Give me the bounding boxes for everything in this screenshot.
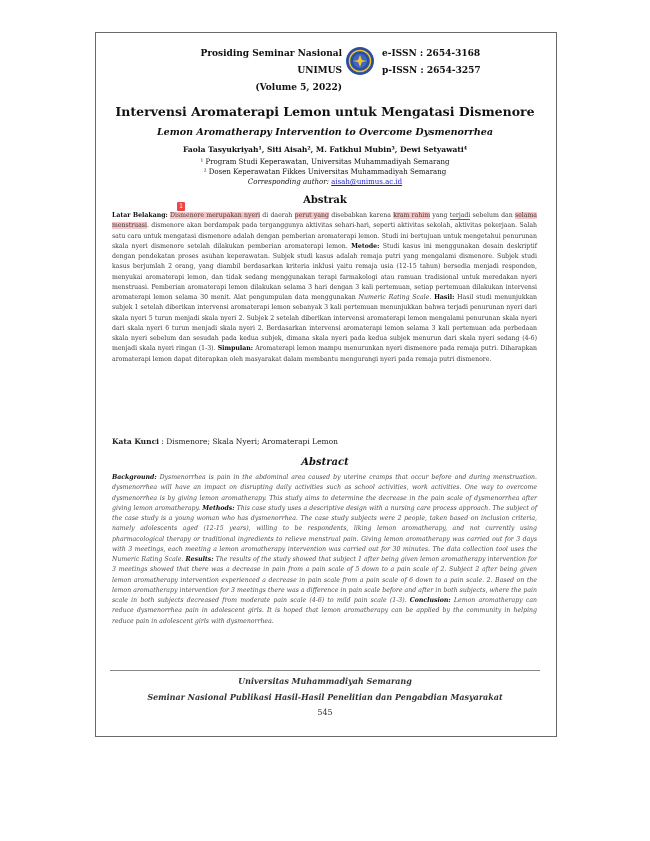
text-run: Lemon aromatherapy can reduce dysmenorrhea pain in adolescent girls. It is hoped that lemon aromatherapy can be applied by the community in helping reduce pain in adolescent girls with dysmenorrhea.: [112, 597, 537, 625]
footer-seminar: Seminar Nasional Publikasi Hasil-Hasil Penelitian dan Pengabdian Masyarakat: [147, 692, 503, 702]
label-conclusion: Conclusion:: [409, 597, 451, 604]
abstrak-heading: Abstrak: [303, 195, 347, 206]
proceeding-volume: (Volume 5, 2022): [255, 83, 342, 93]
unimus-seal-icon: [345, 46, 375, 76]
keywords-value: : Dismenore; Skala Nyeri; Aromaterapi Lemon: [159, 437, 338, 446]
footer-divider: [110, 670, 540, 671]
eissn: e-ISSN : 2654-3168: [382, 49, 481, 59]
text-run: disebabkan karena: [329, 212, 394, 219]
label-metode: Metode:: [351, 242, 380, 250]
author-list: Faola Tasyukriyah¹, Siti Aisah², M. Fatkhul Mubin³, Dewi Setyawati⁴: [182, 145, 468, 154]
keywords-label: Kata Kunci: [112, 437, 159, 446]
underline-terjadi[interactable]: terjadi: [449, 212, 471, 219]
label-simpulan: Simpulan:: [217, 345, 254, 353]
paper-title: Intervensi Aromaterapi Lemon untuk Mengatasi Dismenore: [115, 104, 535, 119]
label-background: Background:: [112, 474, 157, 481]
text-run: This case study uses a descriptive design with a nursing care process approach. The subject of the case study is a young woman who has dysmenorrhea. The case study subjects were 2 people, taken based on inclusion criteria, namely adolescents aged (12-15 years), willing to be respondents, liking lemon aromatherapy, and not currently using pharmacological therapy or traditional ingredients to relieve menstrual pain. Giving lemon aromatherapy was carried out for 3 days with 3 meetings, each meeting a lemon aromatherapy intervention was carried out for 30 minutes. The data collection tool uses the Numeric Rating Scale.: [112, 504, 537, 563]
text-run: . dismenore akan berdampak pada terganggunya aktivitas sehari-hari, seperti aktivitas sekolah, aktivitas pekerjaan. Salah satu cara untuk mengatasi dismenore adalah dengan pemberian aromaterapi lemon. Studi ini bertujuan untuk mengetahui penurunan skala nyeri dismenore setelah dilakukan pemberian aromaterapi lemon.: [112, 222, 537, 250]
text-run: .: [429, 294, 435, 301]
text-run: Aromaterapi lemon mampu menurunkan nyeri dismenore pada remaja putri. Diharapkan aromaterapi lemon dapat diterapkan oleh masyarakat dalam membantu mengurangi nyeri pada remaja putri dismenore.: [112, 345, 537, 363]
highlight-perut[interactable]: perut yang: [294, 212, 330, 219]
text-run: yang: [430, 212, 450, 219]
text-run: Dysmenorrhea is pain in the abdominal area caused by uterine cramps that occur before and during menstruation. dysmenorrhea will have an impact on disrupting daily activities such as school activities, work activities. One way to overcome dysmenorrhea is by giving lemon aromatherapy. This study aims to determine the decrease in the pain scale of dysmenorrhea after giving lemon aromatherapy.: [112, 474, 537, 512]
footer-university: Universitas Muhammadiyah Semarang: [238, 676, 412, 686]
abstract-heading: Abstract: [301, 457, 349, 468]
text-run: The results of the study showed that subject 1 after being given lemon aromatherapy intervention for 3 meetings showed that there was a decrease in pain from a pain scale of 5 down to a pain scale of 2. Subject 2 after being given lemon aromatherapy intervention experienced a decrease in pain scale from a pain scale of 6 down to a pain scale. 2. Based on the lemon aromatherapy intervention for 3 meetings there was a difference in pain scale before and after in both subjects, where the pain scale in both subjects decreased from moderate pain scale (4-6) to mild pain scale (1-3).: [112, 556, 537, 604]
label-latar-belakang: Latar Belakang:: [112, 212, 168, 219]
corresponding-author: [110, 177, 540, 187]
keywords: [112, 437, 537, 446]
page-number: 545: [317, 708, 333, 717]
corresponding-label: Corresponding author:: [247, 178, 329, 186]
proceeding-header: [180, 46, 500, 93]
highlight-selama-menstruasi[interactable]: selama menstruasi: [112, 212, 537, 230]
proceeding-title: Prosiding Seminar Nasional UNIMUS: [200, 49, 342, 76]
text-run: sebelum dan: [470, 212, 515, 219]
affiliation-2: ² Dosen Keperawatan Fikkes Universitas Muhammadiyah Semarang: [203, 168, 447, 176]
annotation-marker[interactable]: 1: [177, 202, 185, 211]
text-run: di daerah: [260, 212, 295, 219]
pissn: p-ISSN : 2654-3257: [382, 66, 481, 76]
text-run: Studi kasus ini menggunakan desain deskriptif dengan pendekatan proses asuhan keperawatan. Subjek studi kasus adalah remaja putri yang mengalami dismenore. Subjek studi kasus berjumlah 2 orang, yang diambil berdasarkan kriteria inklusi yaitu remaja usia (12-15 tahun) bersedia menjadi responden, menyukai aromaterapi lemon, dan tidak sedang menggunakan terapi farmakologi atau ramuan tradisional untuk meredakan nyeri menstruasi. Pemberian aromaterapi lemon dilakukan selama 3 hari dengan 3 kali pertemuan, setiap pertemuan dilakukan intervensi aromaterapi lemon selama 30 menit. Alat pengumpulan data menggunakan: [112, 242, 537, 301]
issn-block: [382, 46, 502, 80]
term-numeric-rating-scale: Numeric Rating Scale: [358, 294, 430, 301]
abstract-body: [112, 473, 537, 627]
highlight-kram-rahim[interactable]: kram rahim: [393, 212, 431, 219]
paper-subtitle: Lemon Aromatherapy Intervention to Overcome Dysmenorrhea: [157, 127, 493, 138]
text-run: Hasil studi menunjukkan subjek 1 setelah diberikan intervensi aromaterapi lemon sebanyak 3 kali pertemuan menunjukkan bahwa terjadi penurunan nyeri dari skala nyeri 5 turun menjadi skala nyeri 2. Subjek 2 setelah diberikan intervensi aromaterapi lemon mengalami penurunan skala nyeri dari skala nyeri 6 turun menjadi skala nyeri 2. Berdasarkan intervensi aromaterapi lemon selama 3 kali pertemuan ada perbedaan skala nyeri sebelum dan sesudah pada kedua subjek, dimana skala nyeri pada kedua subjek menurun dari skala nyeri sedang (4-6) menjadi skala nyeri ringan (1-3).: [112, 294, 538, 353]
label-results: Results:: [185, 556, 214, 563]
proceeding-name: [180, 46, 342, 97]
affiliation-1: ¹ Program Studi Keperawatan, Universitas Muhammadiyah Semarang: [200, 158, 450, 166]
corresponding-email-link[interactable]: aisah@unimus.ac.id: [331, 178, 403, 186]
abstrak-body: [112, 211, 537, 365]
highlight-dismenore[interactable]: Dismenore merupakan nyeri: [170, 212, 261, 219]
label-methods: Methods:: [202, 504, 235, 512]
label-hasil: Hasil:: [434, 294, 455, 301]
